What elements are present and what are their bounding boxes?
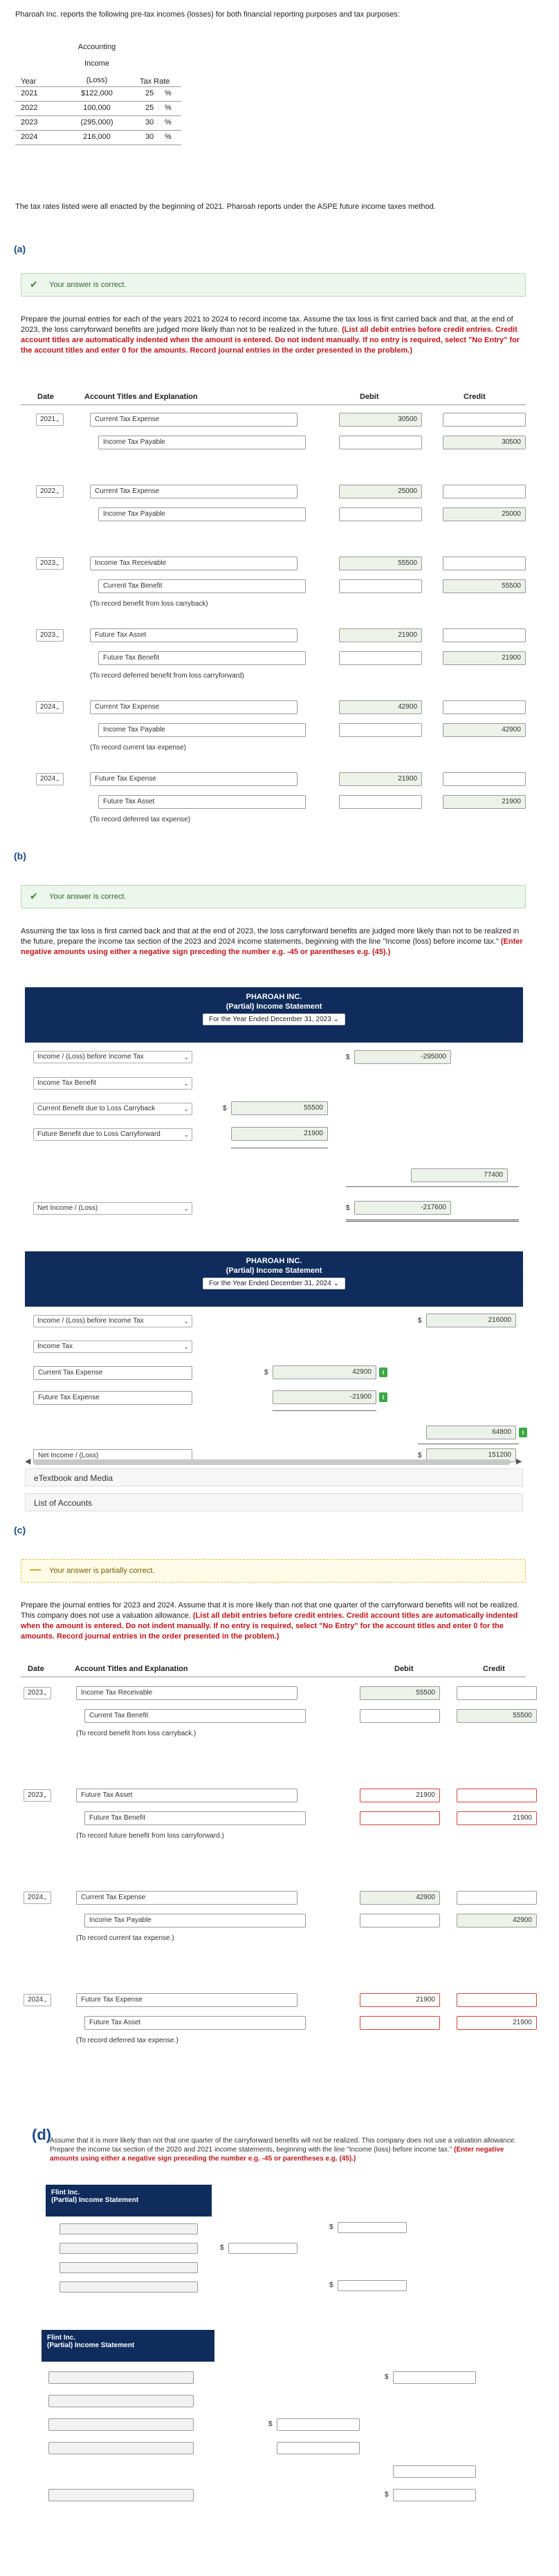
credit-amount-input[interactable]	[443, 413, 526, 427]
amount-input[interactable]	[393, 2465, 476, 2478]
date-select[interactable]	[24, 1892, 51, 1904]
amount-input[interactable]: 77400	[411, 1168, 508, 1182]
statement-title: (Partial) Income Statement	[226, 1002, 322, 1011]
debit-amount-input[interactable]: 25000	[339, 485, 422, 498]
line-select[interactable]	[33, 1128, 192, 1141]
part-d-statement-1-header	[46, 2185, 212, 2216]
part-c-instructions	[21, 1600, 526, 1642]
amount-input[interactable]: -295000	[354, 1050, 451, 1064]
chevron-down-icon: ⌄	[55, 632, 60, 639]
credit-account-input[interactable]: Future Tax Benefit	[84, 1811, 306, 1825]
instructions-text: Assume that it is more likely than not that one quarter of the carryforward benefits will not be realized. This company does not use a valuation allowance. Prepare the income tax section of the 2020 and 2021 income statements, beginning with the line "Income (loss) before income tax."	[50, 2137, 517, 2154]
part-c-status	[21, 1559, 526, 1583]
date-text: 2023	[28, 1689, 44, 1697]
chevron-down-icon: ⌄	[42, 1894, 48, 1901]
statement-2024-header	[25, 1251, 523, 1307]
period-text: For the Year Ended December 31, 2024	[209, 1280, 331, 1287]
chevron-down-icon: ⌄	[183, 1054, 189, 1061]
row-income: $122,000	[81, 89, 113, 97]
entry-note: (To record future benefit from loss carryforward.)	[76, 1832, 224, 1840]
status-text: Your answer is correct.	[49, 281, 127, 289]
line-input[interactable]: Current Tax Expense	[33, 1366, 192, 1380]
date-select[interactable]	[24, 1994, 51, 2006]
line-text: Income Tax	[37, 1343, 73, 1350]
part-d-statement-2-header	[42, 2330, 214, 2362]
instructions-red: (Enter negative amounts using either a negative sign preceding the number e.g. -45 or parentheses e.g. (45).)	[50, 2146, 504, 2163]
h-debit: Debit	[394, 1665, 414, 1673]
credit-amount-input[interactable]: 30500	[443, 436, 526, 449]
statement-2023-header	[25, 987, 523, 1043]
chevron-down-icon: ⌄	[183, 1105, 189, 1112]
line-input[interactable]	[48, 2442, 194, 2454]
line-text: Income / (Loss) before Income Tax	[37, 1317, 144, 1325]
debit-amount-input[interactable]	[360, 2016, 440, 2030]
status-text: Your answer is partially correct.	[49, 1567, 155, 1575]
line-text: Net Income / (Loss)	[37, 1204, 98, 1212]
period-select[interactable]	[203, 1278, 345, 1289]
date-text: 2021	[40, 416, 56, 423]
debit-amount-input[interactable]: 42900	[339, 700, 422, 714]
credit-amount-input[interactable]: 21900	[443, 651, 526, 665]
credit-amount-input[interactable]	[457, 1686, 537, 1700]
info-icon[interactable]: i	[379, 1368, 387, 1377]
row-income: 216,000	[83, 133, 111, 141]
row-pct: %	[165, 118, 172, 127]
date-text: 2022	[40, 487, 56, 495]
credit-amount-input[interactable]: 55500	[443, 579, 526, 593]
period-text: For the Year Ended December 31, 2023	[209, 1016, 331, 1023]
dollar-sign: $	[264, 1369, 268, 1376]
row-year: 2024	[21, 133, 38, 141]
status-text: Your answer is correct.	[49, 893, 127, 901]
line-input[interactable]	[48, 2489, 194, 2501]
line-text: Income / (Loss) before Income Tax	[37, 1053, 144, 1061]
line-input[interactable]	[48, 2395, 194, 2407]
entry-note: (To record deferred benefit from loss carryforward)	[90, 672, 244, 680]
chevron-down-icon: ⌄	[42, 1690, 48, 1697]
amount-input[interactable]	[277, 2418, 360, 2431]
amount-input[interactable]	[393, 2371, 476, 2384]
dollar-sign: $	[385, 2373, 389, 2381]
chevron-down-icon: ⌄	[333, 1280, 339, 1287]
part-a-letter: (a)	[14, 243, 26, 254]
chevron-down-icon: ⌄	[55, 560, 60, 567]
debit-amount-input[interactable]	[339, 723, 422, 737]
problem-row	[15, 87, 181, 102]
dollar-sign: $	[268, 2420, 273, 2428]
chevron-down-icon: ⌄	[183, 1343, 189, 1350]
row-pct: %	[165, 89, 172, 97]
dollar-sign: $	[418, 1452, 422, 1459]
credit-amount-input[interactable]: 42900	[457, 1914, 537, 1928]
col-year: Year	[21, 77, 37, 86]
amount-input[interactable]: 42900	[273, 1365, 376, 1379]
credit-amount-input[interactable]: 21900	[457, 2016, 537, 2030]
amount-input[interactable]: 55500	[231, 1101, 328, 1115]
date-text: 2023	[40, 631, 56, 639]
debit-amount-input[interactable]: 21900	[339, 772, 422, 786]
instructions-red: (List all debit entries before credit entries. Credit account titles are automatically indented when the amount is entered. Do not indent manually. If no entry is required, select "No Entry" for the account titles and enter 0 for the amounts. Record journal entries in the order presented in the problem.)	[21, 1612, 518, 1641]
chevron-down-icon: ⌄	[333, 1016, 339, 1023]
credit-account-input[interactable]: Income Tax Payable	[98, 507, 306, 521]
col-income-3: (Loss)	[86, 76, 108, 84]
credit-amount-input[interactable]	[443, 557, 526, 570]
debit-account-input[interactable]: Current Tax Expense	[90, 700, 297, 714]
debit-amount-input[interactable]: 42900	[360, 1891, 440, 1905]
amount-input[interactable]	[338, 2222, 407, 2233]
underline	[346, 1186, 519, 1187]
date-text: 2024	[28, 1894, 44, 1901]
h-credit: Credit	[464, 393, 486, 401]
amount-input[interactable]	[393, 2489, 476, 2501]
line-text: Income Tax Benefit	[37, 1079, 96, 1087]
line-select[interactable]	[33, 1315, 192, 1327]
info-icon[interactable]: i	[519, 1428, 527, 1437]
entry-note: (To record current tax expense.)	[76, 1934, 174, 1942]
date-text: 2024	[40, 775, 56, 783]
check-icon: ✔	[30, 279, 38, 290]
date-select[interactable]	[36, 413, 64, 426]
problem-row	[15, 131, 181, 145]
credit-amount-input[interactable]: 42900	[443, 723, 526, 737]
line-text: Future Benefit due to Loss Carryforward	[37, 1130, 161, 1138]
problem-row	[15, 102, 181, 116]
line-select[interactable]	[33, 1103, 192, 1115]
date-select[interactable]	[36, 773, 64, 785]
amount-input[interactable]	[228, 2243, 297, 2254]
problem-table	[15, 37, 181, 145]
credit-amount-input[interactable]	[443, 485, 526, 498]
row-income: 100,000	[83, 104, 111, 112]
h-account: Account Titles and Explanation	[84, 393, 198, 401]
credit-amount-input[interactable]	[457, 1993, 537, 2007]
row-pct: %	[165, 104, 172, 112]
etextbook-link[interactable]: eTextbook and Media	[25, 1468, 523, 1486]
date-text: 2024	[40, 703, 56, 711]
row-year: 2023	[21, 118, 38, 127]
line-select[interactable]	[33, 1341, 192, 1353]
scroll-right-icon[interactable]: ▶	[516, 1457, 522, 1466]
chevron-down-icon: ⌄	[55, 776, 60, 783]
debit-amount-input[interactable]: 21900	[360, 1789, 440, 1802]
date-select[interactable]	[36, 629, 64, 642]
dollar-sign: $	[329, 2223, 333, 2231]
amount-input[interactable]: 64800	[426, 1426, 516, 1439]
credit-account-input[interactable]: Future Tax Asset	[84, 2016, 306, 2030]
dollar-sign: $	[346, 1204, 350, 1212]
horizontal-scrollbar[interactable]	[33, 1459, 511, 1465]
part-a-instructions	[21, 315, 526, 356]
part-b-status	[21, 885, 526, 908]
dollar-sign: $	[329, 2281, 333, 2289]
date-select[interactable]	[24, 1687, 51, 1699]
line-select[interactable]	[33, 1051, 192, 1063]
statement-title: (Partial) Income Statement	[51, 2196, 139, 2204]
entry-note: (To record benefit from loss carryback.)	[76, 1730, 196, 1737]
debit-amount-input[interactable]: 30500	[339, 413, 422, 427]
h-account: Account Titles and Explanation	[75, 1665, 188, 1673]
problem-footer: The tax rates listed were all enacted by the beginning of 2021. Pharoah reports under the ASPE future income taxes method.	[15, 203, 436, 211]
line-input[interactable]: Net Income / (Loss)	[33, 1449, 192, 1463]
debit-amount-input[interactable]: 21900	[339, 628, 422, 642]
col-income-1: Accounting	[77, 43, 116, 51]
h-date: Date	[37, 393, 54, 401]
chevron-down-icon: ⌄	[183, 1318, 189, 1325]
credit-amount-input[interactable]	[457, 1891, 537, 1905]
date-text: 2024	[28, 1996, 44, 2004]
chevron-down-icon: ⌄	[183, 1205, 189, 1212]
credit-amount-input[interactable]: 25000	[443, 507, 526, 521]
scroll-left-icon[interactable]: ◀	[25, 1457, 31, 1466]
chevron-down-icon: ⌄	[183, 1080, 189, 1087]
col-rate: Tax Rate	[140, 77, 170, 86]
row-rate: 30	[145, 118, 154, 127]
credit-amount-input[interactable]: 21900	[457, 1811, 537, 1825]
info-icon[interactable]: i	[379, 1392, 387, 1402]
instructions-red: (List all debit entries before credit entries. Credit account titles are automatically indented when the amount is entered. Do not indent manually. If no entry is required, select "No Entry" for the account titles and enter 0 for the amounts. Record journal entries in the order presented in the problem.)	[21, 326, 520, 355]
debit-account-input[interactable]: Income Tax Receivable	[90, 557, 297, 570]
chevron-down-icon: ⌄	[55, 416, 60, 423]
credit-account-input[interactable]: Current Tax Benefit	[98, 579, 306, 593]
amount-input[interactable]: -21900	[273, 1390, 376, 1404]
debit-amount-input[interactable]	[339, 579, 422, 593]
credit-account-input[interactable]: Future Tax Benefit	[98, 651, 306, 665]
debit-amount-input[interactable]: 55500	[339, 557, 422, 570]
debit-amount-input[interactable]	[360, 1811, 440, 1825]
company-name: PHAROAH INC.	[246, 993, 302, 1001]
date-select[interactable]	[36, 701, 64, 713]
debit-account-input[interactable]: Future Tax Expense	[76, 1993, 297, 2007]
instructions-text: Assuming the tax loss is first carried back and that at the end of 2023, the loss carryforward benefits are judged more likely than not to be realized in the future, prepare the income tax section of the 2023 and 2024 income statements, beginning with the line "Income (loss) before income tax."	[21, 927, 520, 946]
debit-amount-input[interactable]	[339, 651, 422, 665]
debit-amount-input[interactable]: 55500	[360, 1686, 440, 1700]
amount-input[interactable]	[277, 2442, 360, 2454]
debit-account-input[interactable]: Future Tax Asset	[76, 1789, 297, 1802]
entry-note: (To record deferred tax expense.)	[76, 2037, 178, 2044]
dollar-sign: $	[385, 2491, 389, 2499]
row-rate: 30	[145, 133, 154, 141]
credit-account-input[interactable]: Future Tax Asset	[98, 795, 306, 809]
date-select[interactable]	[36, 485, 64, 498]
credit-amount-input[interactable]: 55500	[457, 1709, 537, 1723]
line-input[interactable]: Future Tax Expense	[33, 1391, 192, 1405]
dollar-sign: $	[346, 1054, 350, 1061]
chevron-down-icon: ⌄	[183, 1131, 189, 1138]
debit-account-input[interactable]: Current Tax Expense	[76, 1891, 297, 1905]
date-select[interactable]	[36, 557, 64, 570]
part-b-instructions	[21, 926, 526, 958]
part-d-letter: (d)	[32, 2126, 52, 2143]
debit-amount-input[interactable]	[339, 795, 422, 809]
part-b-letter: (b)	[14, 850, 26, 861]
line-input[interactable]	[48, 2371, 194, 2384]
statement-title: (Partial) Income Statement	[226, 1267, 322, 1275]
amount-input[interactable]	[338, 2280, 407, 2291]
row-rate: 25	[145, 104, 154, 112]
company-name: Flint Inc.	[47, 2334, 76, 2342]
partial-icon: —	[30, 1564, 41, 1576]
entry-note: (To record deferred tax expense)	[90, 816, 191, 823]
dollar-sign: $	[223, 1105, 227, 1112]
problem-intro: Pharoah Inc. reports the following pre-tax incomes (losses) for both financial reporting purposes and tax purposes:	[15, 10, 400, 19]
check-icon: ✔	[30, 890, 38, 902]
amount-input[interactable]: 216000	[426, 1314, 516, 1327]
line-select[interactable]	[33, 1202, 192, 1215]
debit-account-input[interactable]: Income Tax Receivable	[76, 1686, 297, 1700]
row-year: 2021	[21, 89, 38, 97]
h-date: Date	[28, 1665, 44, 1673]
debit-amount-input[interactable]	[339, 436, 422, 449]
company-name: PHAROAH INC.	[246, 1257, 302, 1265]
instructions-text: Prepare the journal entries for each of the years 2021 to 2024 to record income tax. Assume the tax loss is first carried back and that, at the end of 2023, the loss carryforward benefits are judged more likely than not to be realized in the future.	[21, 315, 513, 334]
credit-account-input[interactable]: Income Tax Payable	[98, 436, 306, 449]
debit-account-input[interactable]: Future Tax Asset	[90, 628, 297, 642]
debit-account-input[interactable]: Current Tax Expense	[90, 485, 297, 498]
part-a-journal-header	[21, 387, 526, 405]
amount-input[interactable]: 21900	[231, 1127, 328, 1141]
credit-amount-input[interactable]	[443, 772, 526, 786]
chevron-down-icon: ⌄	[42, 1792, 48, 1799]
problem-table-header	[15, 37, 181, 87]
line-input[interactable]	[48, 2418, 194, 2431]
problem-row	[15, 116, 181, 131]
row-pct: %	[165, 133, 172, 141]
date-select[interactable]	[24, 1789, 51, 1802]
col-income-2: Income	[84, 59, 110, 68]
row-rate: 25	[145, 89, 154, 97]
company-name: Flint Inc.	[51, 2189, 80, 2196]
dollar-sign: $	[220, 2244, 224, 2252]
list-of-accounts-link[interactable]: List of Accounts	[25, 1493, 523, 1511]
entry-note: (To record current tax expense)	[90, 744, 186, 752]
date-text: 2023	[40, 559, 56, 567]
part-c-letter: (c)	[14, 1524, 26, 1536]
debit-amount-input[interactable]	[360, 1709, 440, 1723]
part-a-status	[21, 273, 526, 297]
underline	[273, 1410, 376, 1411]
line-select[interactable]	[33, 1077, 192, 1090]
row-year: 2022	[21, 104, 38, 112]
credit-amount-input[interactable]: 21900	[443, 795, 526, 809]
debit-account-input[interactable]: Current Tax Expense	[90, 413, 297, 427]
h-credit: Credit	[483, 1665, 505, 1673]
credit-account-input[interactable]: Income Tax Payable	[84, 1914, 306, 1928]
line-text: Current Benefit due to Loss Carryback	[37, 1105, 156, 1112]
part-d-instructions	[50, 2136, 527, 2163]
debit-amount-input[interactable]: 21900	[360, 1993, 440, 2007]
instructions-text: Prepare the journal entries for 2023 and 2024. Assume that it is more likely than not that one quarter of the carryforward benefits will not be realized. This company does not use a valuation allowance.	[21, 1601, 520, 1620]
credit-amount-input[interactable]	[443, 700, 526, 714]
credit-amount-input[interactable]	[457, 1789, 537, 1802]
h-debit: Debit	[360, 393, 379, 401]
chevron-down-icon: ⌄	[55, 704, 60, 711]
credit-amount-input[interactable]	[443, 628, 526, 642]
line-input[interactable]	[59, 2281, 198, 2293]
amount-input[interactable]: 151200	[426, 1448, 516, 1462]
statement-title: (Partial) Income Statement	[47, 2342, 135, 2349]
line-input[interactable]	[59, 2223, 198, 2234]
instructions-red: (Enter negative amounts using either a negative sign preceding the number e.g. -45 or parentheses e.g. (45).)	[21, 937, 523, 956]
credit-account-input[interactable]: Income Tax Payable	[98, 723, 306, 737]
amount-input[interactable]: -217600	[354, 1201, 451, 1215]
period-select[interactable]	[203, 1014, 345, 1025]
row-income: (295,000)	[80, 118, 113, 127]
entry-note: (To record benefit from loss carryback)	[90, 600, 208, 608]
line-input[interactable]	[59, 2243, 198, 2254]
line-input[interactable]	[59, 2262, 198, 2273]
dollar-sign: $	[418, 1317, 422, 1325]
debit-amount-input[interactable]	[339, 507, 422, 521]
chevron-down-icon: ⌄	[55, 488, 60, 495]
date-text: 2023	[28, 1791, 44, 1799]
credit-account-input[interactable]: Current Tax Benefit	[84, 1709, 306, 1723]
debit-amount-input[interactable]	[360, 1914, 440, 1928]
part-c-journal-header	[21, 1659, 526, 1677]
chevron-down-icon: ⌄	[42, 1997, 48, 2004]
double-underline	[346, 1220, 519, 1222]
debit-account-input[interactable]: Future Tax Expense	[90, 772, 297, 786]
